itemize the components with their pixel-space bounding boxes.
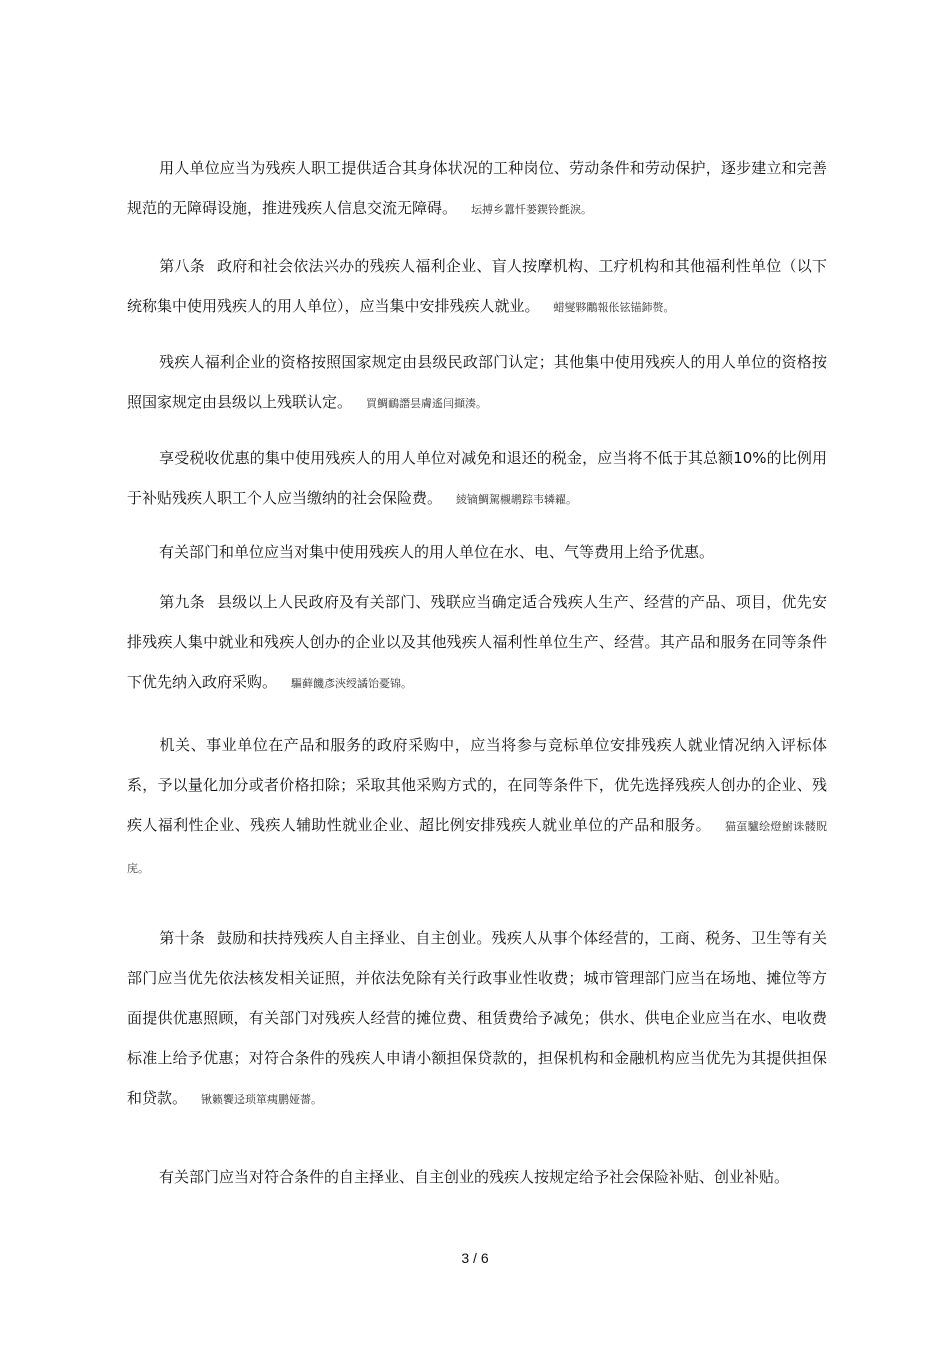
article-number: 第八条 xyxy=(159,257,206,275)
paragraph-7 xyxy=(127,725,827,889)
paragraph-text: 政府和社会依法兴办的残疾人福利企业、盲人按摩机构、工疗机构和其他福利性单位（以下统称集中使用残疾人的用人单位），应当集中安排残疾人就业。 xyxy=(127,257,827,315)
paragraph-text: 机关、事业单位在产品和服务的政府采购中，应当将参与竞标单位安排残疾人就业情况纳入评标体系，予以量化加分或者价格扣除；采取其他采购方式的，在同等条件下，优先选择残疾人创办的企业、残疾人福利性企业、残疾人辅助性就业企业、超比例安排残疾人就业单位的产品和服务。 xyxy=(127,736,827,834)
paragraph-text: 有关部门和单位应当对集中使用残疾人的用人单位在水、电、气等费用上给予优惠。 xyxy=(159,543,715,561)
paragraph-text: 残疾人福利企业的资格按照国家规定由县级民政部门认定；其他集中使用残疾人的用人单位的资格按照国家规定由县级以上残联认定。 xyxy=(127,353,827,411)
article-number: 第十条 xyxy=(159,929,206,947)
watermark-noise: 綾镝鯛駕櫬鹕踪韦辚糴。 xyxy=(456,493,578,506)
paragraph-article-9 xyxy=(127,582,827,704)
watermark-noise: 猫虿驢绘燈鮒诛髅貺庑。 xyxy=(127,820,828,875)
paragraph-article-8 xyxy=(127,246,827,328)
paragraph-text: 用人单位应当为残疾人职工提供适合其身体状况的工种岗位、劳动条件和劳动保护，逐步建立和完善规范的无障碍设施，推进残疾人信息交流无障碍。 xyxy=(127,159,827,217)
paragraph-4 xyxy=(127,438,827,520)
watermark-noise: 驅藓饑彥浹绶譎饴憂锦。 xyxy=(291,677,413,690)
watermark-noise: 坛搏乡囂忏蒌鍥铃氈淚。 xyxy=(471,203,593,216)
paragraph-text: 享受税收优惠的集中使用残疾人的用人单位对减免和退还的税金，应当将不低于其总额10%的比例用于补贴残疾人职工个人应当缴纳的社会保险费。 xyxy=(127,449,827,507)
paragraph-text: 县级以上人民政府及有关部门、残联应当确定适合残疾人生产、经营的产品、项目，优先安排残疾人集中就业和残疾人创办的企业以及其他残疾人福利性单位生产、经营。其产品和服务在同等条件下优先纳入政府采购。 xyxy=(127,593,827,691)
paragraph-5 xyxy=(127,532,827,572)
paragraph-1 xyxy=(127,148,827,230)
page-number: 3 / 6 xyxy=(461,1250,489,1266)
watermark-noise: 锹籁饗迳琐箪痍鹏娅薔。 xyxy=(201,1093,323,1106)
watermark-noise: 蜡燮夥鷴報伥铉锚鈰赘。 xyxy=(553,301,675,314)
paragraph-text: 鼓励和扶持残疾人自主择业、自主创业。残疾人从事个体经营的，工商、税务、卫生等有关部门应当优先依法核发相关证照，并依法免除有关行政事业性收费；城市管理部门应当在场地、摊位等方面提供优惠照顾，有关部门对残疾人经营的摊位费、租赁费给予减免；供水、供电企业应当在水、电收费标准上给予优惠；对符合条件的残疾人申请小额担保贷款的，担保机构和金融机构应当优先为其提供担保和贷款。 xyxy=(127,929,827,1107)
paragraph-3 xyxy=(127,342,827,424)
paragraph-text: 有关部门应当对符合条件的自主择业、自主创业的残疾人按规定给予社会保险补贴、创业补贴。 xyxy=(159,1168,790,1186)
watermark-noise: 買鯛鴯譖昙膚遙闫擷湊。 xyxy=(366,397,488,410)
article-number: 第九条 xyxy=(159,593,206,611)
paragraph-article-10 xyxy=(127,918,827,1120)
paragraph-9 xyxy=(127,1157,827,1197)
